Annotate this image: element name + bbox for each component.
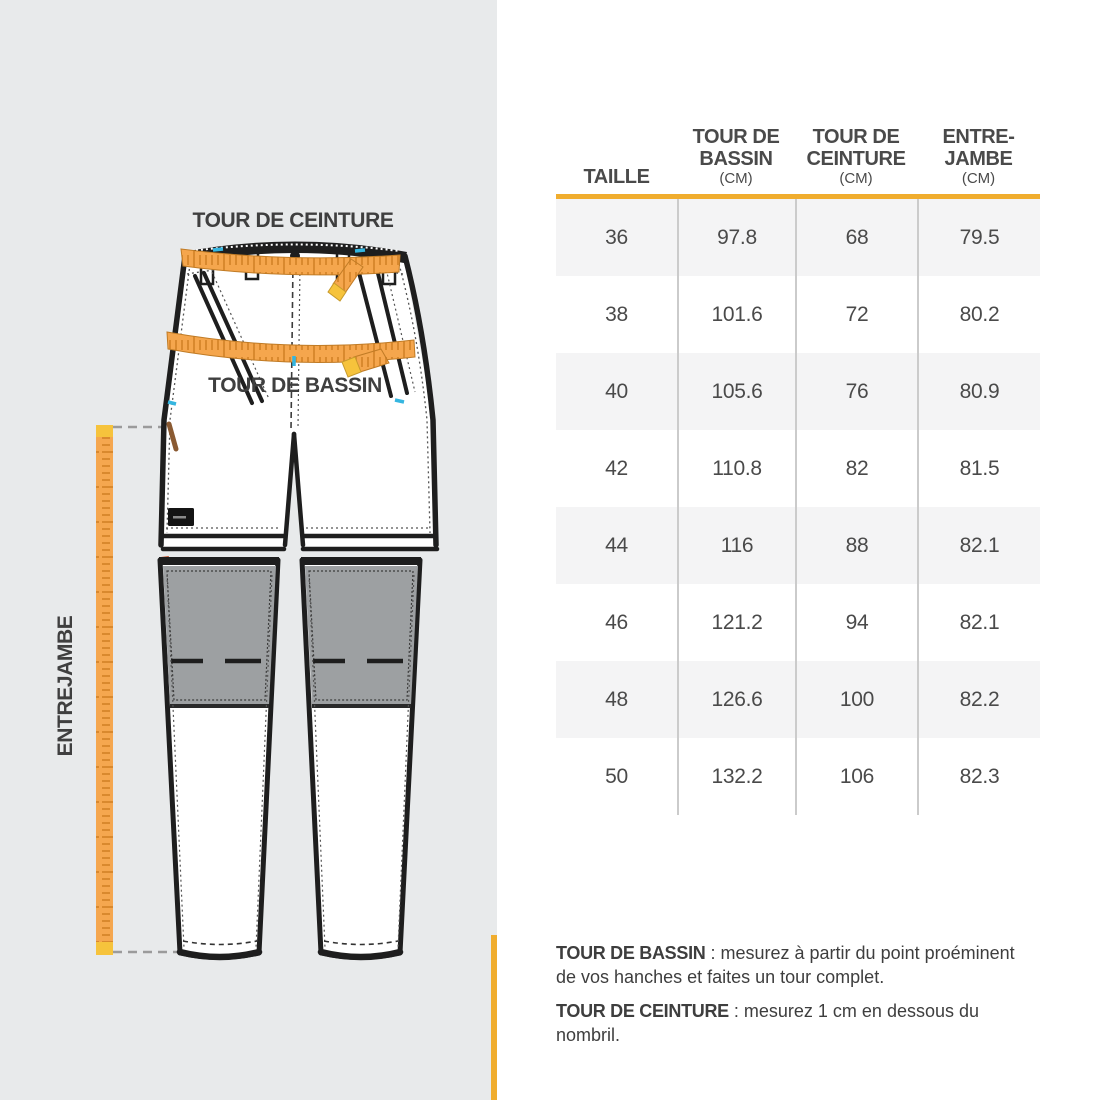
cell-size: 46 xyxy=(605,610,628,634)
measurement-notes xyxy=(556,941,1024,1047)
inseam-label: ENTREJAMBE xyxy=(54,615,77,757)
cell-waist: 88 xyxy=(795,507,917,584)
pants-diagram xyxy=(0,0,497,1100)
cell-waist: 76 xyxy=(795,353,917,430)
cell-size: 44 xyxy=(605,533,628,557)
hip-label: TOUR DE BASSIN xyxy=(208,374,382,397)
cell-inseam: 80.2 xyxy=(917,276,1040,353)
cell-hip: 105.6 xyxy=(677,353,795,430)
cell-hip: 116 xyxy=(677,507,795,584)
cell-waist: 72 xyxy=(795,276,917,353)
cell-size: 42 xyxy=(605,456,628,480)
pants-diagram-panel xyxy=(0,0,497,1100)
table-row xyxy=(556,276,1040,353)
cell-size: 40 xyxy=(605,379,628,403)
cell-waist: 106 xyxy=(795,738,917,815)
note-waist: TOUR DE CEINTURE : mesurez 1 cm en dessous du nombril. xyxy=(556,1000,980,1045)
column-header-taille: TAILLE xyxy=(583,166,650,188)
cell-inseam: 81.5 xyxy=(917,430,1040,507)
cell-inseam: 82.1 xyxy=(917,507,1040,584)
column-header-tour-de-ceinture: TOUR DE CEINTURE (CM) xyxy=(806,126,906,187)
table-row xyxy=(556,430,1040,507)
cell-size: 48 xyxy=(605,687,628,711)
brand-patch-text xyxy=(173,516,186,519)
accent-bar xyxy=(491,935,497,1100)
cell-size: 36 xyxy=(605,225,628,249)
inseam-ruler xyxy=(96,425,113,955)
cell-hip: 121.2 xyxy=(677,584,795,661)
cell-hip: 110.8 xyxy=(677,430,795,507)
table-row xyxy=(556,661,1040,738)
size-table xyxy=(556,126,1040,815)
table-row xyxy=(556,584,1040,661)
cell-inseam: 80.9 xyxy=(917,353,1040,430)
left-knee-panel xyxy=(163,566,276,705)
cell-inseam: 79.5 xyxy=(917,199,1040,276)
cell-waist: 68 xyxy=(795,199,917,276)
cell-size: 38 xyxy=(605,302,628,326)
cell-waist: 100 xyxy=(795,661,917,738)
table-row xyxy=(556,353,1040,430)
cell-waist: 82 xyxy=(795,430,917,507)
column-header-tour-de-bassin: TOUR DE BASSIN (CM) xyxy=(692,126,780,187)
cell-inseam: 82.1 xyxy=(917,584,1040,661)
cell-inseam: 82.2 xyxy=(917,661,1040,738)
cell-hip: 132.2 xyxy=(677,738,795,815)
table-row xyxy=(556,738,1040,815)
column-header-entre-jambe: ENTRE- JAMBE (CM) xyxy=(942,126,1015,187)
cell-hip: 126.6 xyxy=(677,661,795,738)
cell-waist: 94 xyxy=(795,584,917,661)
note-hip: TOUR DE BASSIN : mesurez à partir du point proéminent de vos hanches et faites un tour complet. xyxy=(556,943,1015,988)
table-header-row xyxy=(556,126,1040,194)
right-knee-panel xyxy=(305,566,418,705)
cell-hip: 101.6 xyxy=(677,276,795,353)
cell-size: 50 xyxy=(605,764,628,788)
table-row xyxy=(556,507,1040,584)
cell-inseam: 82.3 xyxy=(917,738,1040,815)
cell-hip: 97.8 xyxy=(677,199,795,276)
table-row xyxy=(556,199,1040,276)
waist-label: TOUR DE CEINTURE xyxy=(192,209,394,232)
